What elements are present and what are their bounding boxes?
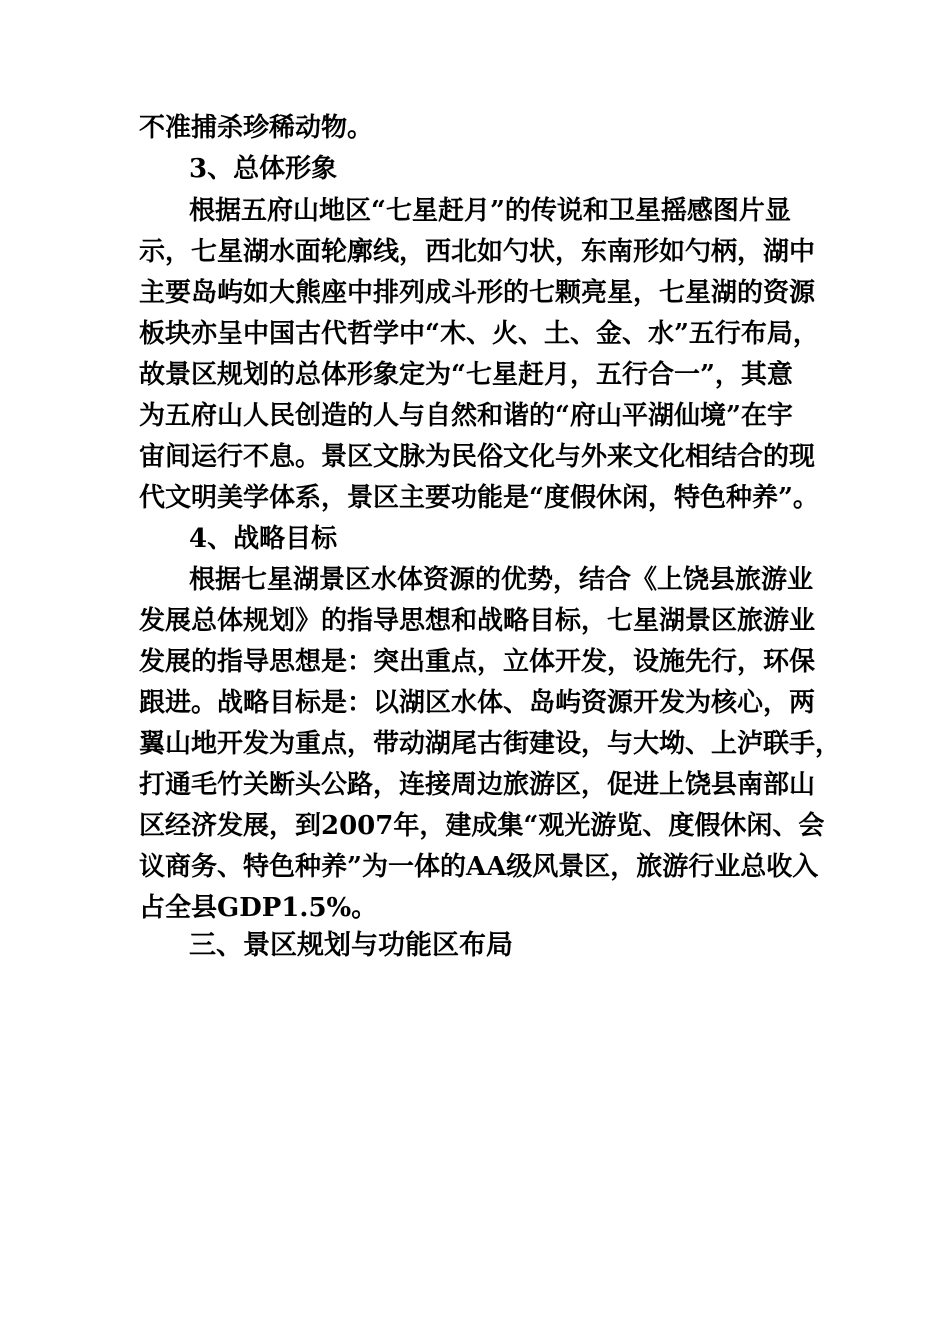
paragraph-line: 发展总体规划》的指导思想和战略目标，七星湖景区旅游业 (139, 606, 816, 636)
paragraph-line: 宙间运行不息。景区文脉为民俗文化与外来文化相结合的现 (139, 442, 816, 472)
section-heading: 三、景区规划与功能区布局 (189, 930, 513, 961)
paragraph-line: 主要岛屿如大熊座中排列成斗形的七颗亮星，七星湖的资源 (139, 278, 816, 308)
paragraph-line: 故景区规划的总体形象定为“七星赶月，五行合一”，其意 (139, 360, 793, 390)
paragraph-line: 区经济发展，到2007年，建成集“观光游览、度假休闲、会 (139, 811, 825, 841)
paragraph-line: 为五府山人民创造的人与自然和谐的“府山平湖仙境”在宇 (139, 401, 793, 431)
paragraph-line: 板块亦呈中国古代哲学中“木、火、土、金、水”五行布局， (139, 319, 819, 349)
paragraph-line: 示，七星湖水面轮廓线，西北如勺状，东南形如勺柄，湖中 (139, 237, 816, 267)
paragraph-line: 议商务、特色种养”为一体的AA级风景区，旅游行业总收入 (139, 852, 819, 882)
subsection-heading: 3、总体形象 (189, 154, 338, 184)
paragraph-line: 不准捕杀珍稀动物。 (139, 113, 374, 143)
paragraph-line: 根据五府山地区“七星赶月”的传说和卫星摇感图片显 (189, 196, 791, 226)
paragraph-line: 占全县GDP1.5%。 (139, 893, 378, 923)
paragraph-line: 发展的指导思想是：突出重点，立体开发，设施先行，环保 (139, 647, 816, 677)
paragraph-line: 打通毛竹关断头公路，连接周边旅游区，促进上饶县南部山 (139, 770, 816, 800)
paragraph-line: 代文明美学体系，景区主要功能是“度假休闲，特色种养”。 (139, 483, 819, 513)
paragraph-line: 翼山地开发为重点，带动湖尾古街建设，与大坳、上泸联手， (139, 729, 842, 759)
paragraph-line: 根据七星湖景区水体资源的优势，结合《上饶县旅游业 (189, 565, 814, 595)
paragraph-line: 跟进。战略目标是：以湖区水体、岛屿资源开发为核心，两 (139, 688, 816, 718)
subsection-heading: 4、战略目标 (189, 524, 338, 554)
